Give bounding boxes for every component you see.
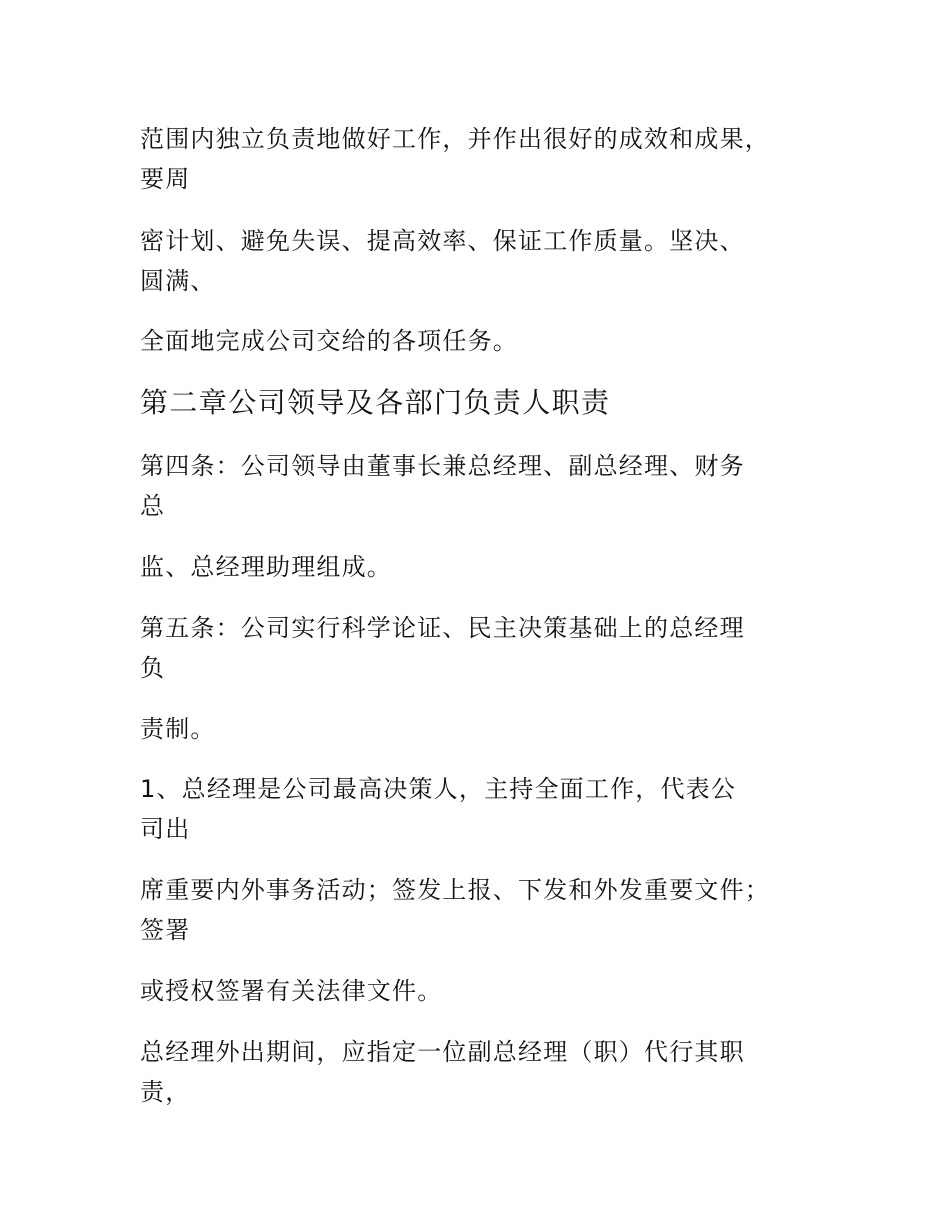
paragraph-item-one: 1、总经理是公司最高决策人，主持全面工作，代表公 司出 bbox=[140, 775, 737, 843]
paragraph-scope-of-work: 范围内独立负责地做好工作，并作出很好的成效和成果， 要周 bbox=[140, 125, 770, 193]
paragraph-article-five: 第五条：公司实行科学论证、民主决策基础上的总经理 负 bbox=[140, 614, 745, 682]
paragraph-careful-planning: 密计划、避免失误、提高效率、保证工作质量。坚决、 圆满、 bbox=[140, 227, 745, 295]
paragraph-complete-tasks: 全面地完成公司交给的各项任务。 bbox=[140, 327, 518, 355]
paragraph-item-one-duties: 席重要内外事务活动；签发上报、下发和外发重要文件； 签署 bbox=[140, 876, 770, 944]
paragraph-article-five-continued: 责制。 bbox=[140, 715, 216, 743]
paragraph-item-one-signing: 或授权签署有关法律文件。 bbox=[140, 977, 443, 1005]
paragraph-general-manager-absence: 总经理外出期间，应指定一位副总经理（职）代行其职 责， bbox=[140, 1038, 745, 1106]
paragraph-article-four: 第四条：公司领导由董事长兼总经理、副总经理、财务 总 bbox=[140, 452, 745, 520]
paragraph-article-four-continued: 监、总经理助理组成。 bbox=[140, 553, 392, 581]
chapter-heading: 第二章公司领导及各部门负责人职责 bbox=[140, 386, 611, 419]
